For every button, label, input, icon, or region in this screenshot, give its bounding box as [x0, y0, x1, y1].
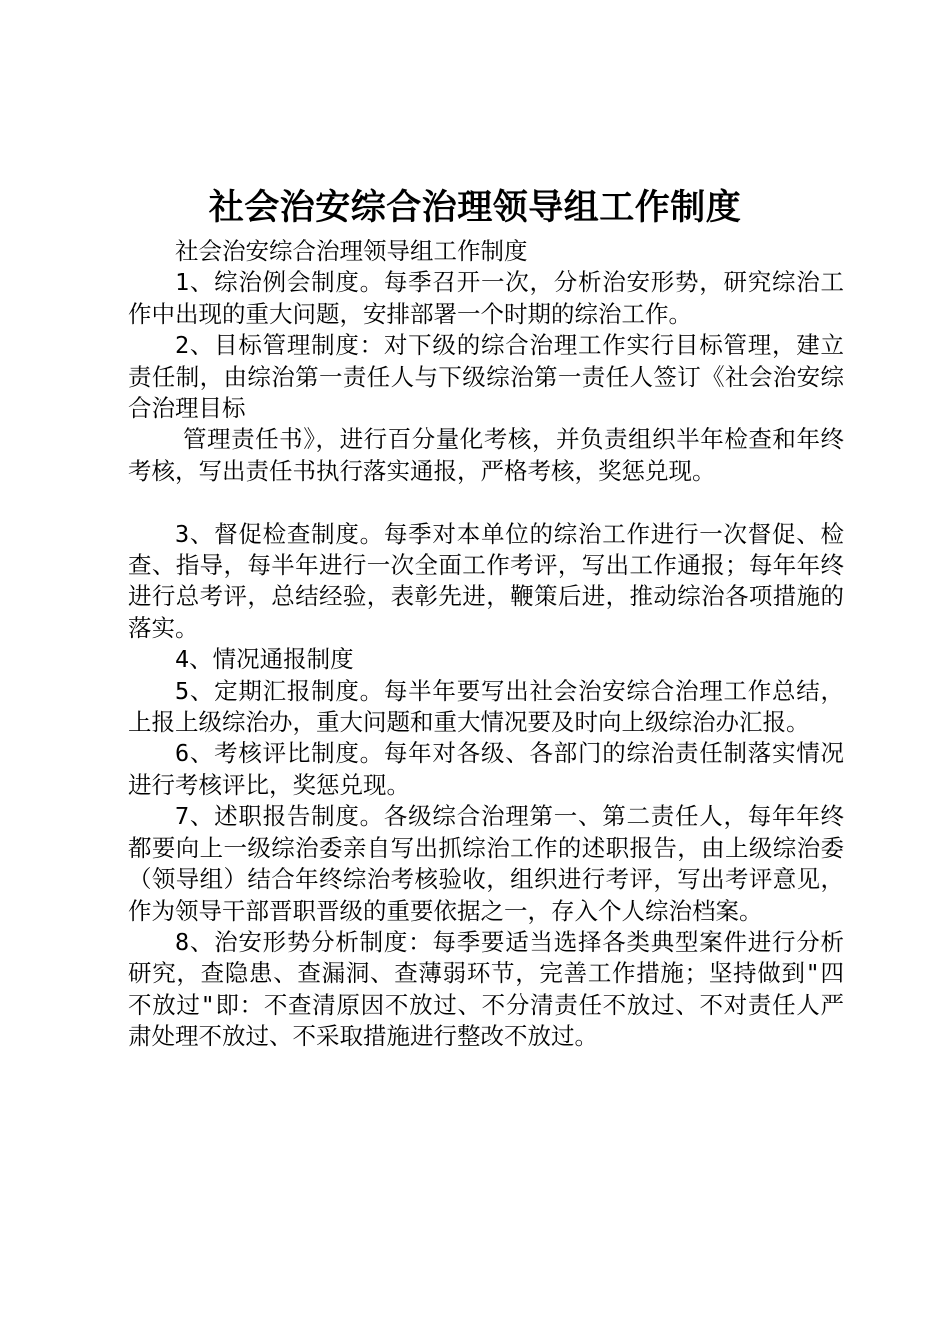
subtitle-paragraph: 社会治安综合治理领导组工作制度 — [175, 237, 528, 265]
document-body — [128, 236, 844, 1053]
paragraph-1: 1、综治例会制度。每季召开一次，分析治安形势，研究综治工作中出现的重大问题，安排部署一个时期的综治工作。 — [128, 268, 844, 328]
document-title: 社会治安综合治理领导组工作制度 — [208, 187, 742, 228]
paragraph-2: 2、目标管理制度：对下级的综合治理工作实行目标管理，建立责任制，由综治第一责任人与下级综治第一责任人签订《社会治安综合治理目标 — [128, 331, 844, 423]
paragraph-6: 6、考核评比制度。每年对各级、各部门的综治责任制落实情况进行考核评比，奖惩兑现。 — [128, 739, 844, 799]
paragraph-4: 4、情况通报制度 — [175, 645, 354, 674]
paragraph-2-continued: 管理责任书》，进行百分量化考核，并负责组织半年检查和年终考核，写出责任书执行落实通报，严格考核，奖惩兑现。 — [128, 425, 844, 485]
paragraph-3: 3、督促检查制度。每季对本单位的综治工作进行一次督促、检查、指导，每半年进行一次全面工作考评，写出工作通报；每年年终进行总考评，总结经验，表彰先进，鞭策后进，推动综治各项措施的落实。 — [128, 519, 844, 642]
paragraph-5: 5、定期汇报制度。每半年要写出社会治安综合治理工作总结，上报上级综治办，重大问题和重大情况要及时向上级综治办汇报。 — [128, 676, 844, 737]
paragraph-7: 7、述职报告制度。各级综合治理第一、第二责任人，每年年终都要向上一级综治委亲自写出抓综治工作的述职报告，由上级综治委（领导组）结合年终综治考核验收，组织进行考评，写出考评意见，作为领导干部晋职晋级的重要依据之一，存入个人综治档案。 — [128, 802, 844, 925]
paragraph-8: 8、治安形势分析制度：每季要适当选择各类典型案件进行分析研究，查隐患、查漏洞、查薄弱环节，完善工作措施；坚持做到"四不放过"即：不查清原因不放过、不分清责任不放过、不对责任人严肃处理不放过、不采取措施进行整改不放过。 — [128, 927, 844, 1051]
